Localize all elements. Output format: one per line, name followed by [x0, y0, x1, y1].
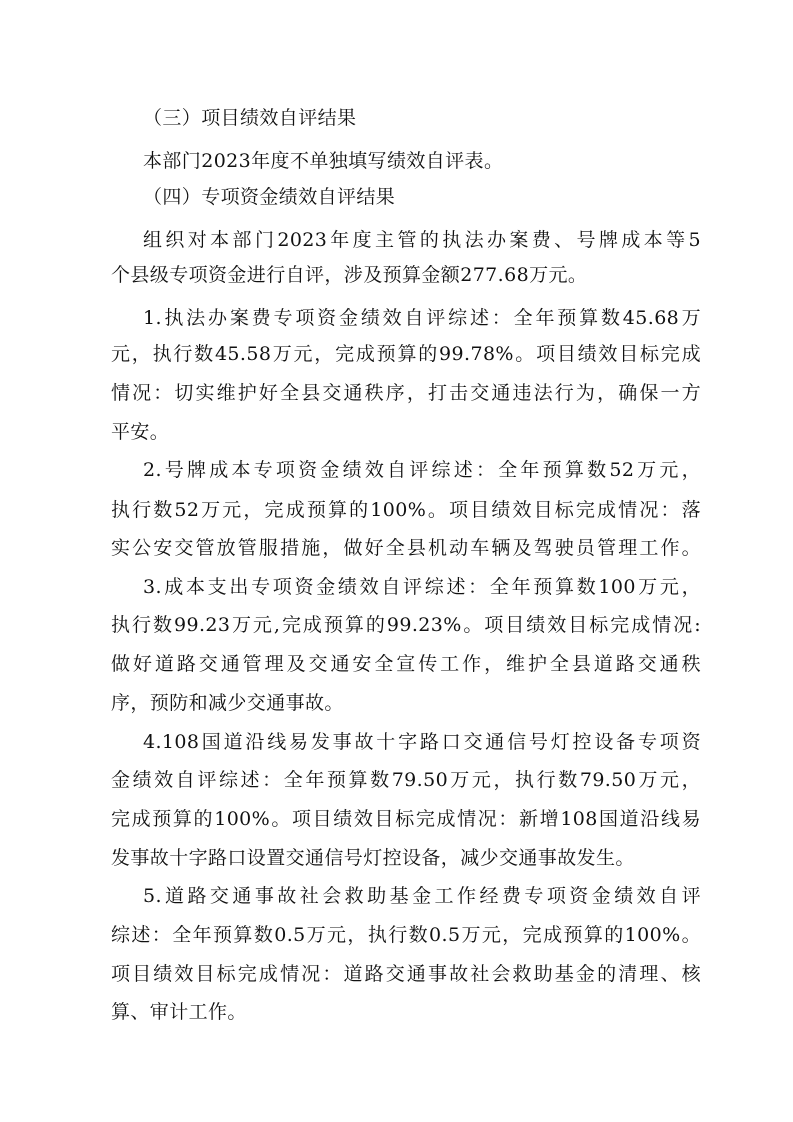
- item5-line-1: 5.道路交通事故社会救助基金工作经费专项资金绩效自评: [143, 885, 701, 907]
- item1-line-4: 平安。: [111, 421, 170, 443]
- item4-line-2: 金绩效自评综述：全年预算数79.50万元，执行数79.50万元，: [111, 769, 701, 791]
- item3-line-3: 做好道路交通管理及交通安全宣传工作，维护全县道路交通秩: [111, 653, 701, 675]
- item3-line-4: 序，预防和减少交通事故。: [111, 692, 344, 714]
- item2-line-3: 实公安交管放管服措施，做好全县机动车辆及驾驶员管理工作。: [111, 537, 701, 559]
- item5-line-2: 综述：全年预算数0.5万元，执行数0.5万元，完成预算的100%。: [111, 924, 701, 946]
- item1-line-1: 1.执法办案费专项资金绩效自评综述：全年预算数45.68万: [143, 307, 701, 329]
- item1-line-3: 情况：切实维护好全县交通秩序，打击交通违法行为，确保一方: [111, 382, 701, 404]
- item4-line-3: 完成预算的100%。项目绩效目标完成情况：新增108国道沿线易: [111, 808, 701, 830]
- section-heading-3: （三）项目绩效自评结果: [143, 107, 357, 129]
- item4-line-1: 4.108国道沿线易发事故十字路口交通信号灯控设备专项资: [143, 731, 701, 753]
- item5-line-4: 算、审计工作。: [111, 1001, 247, 1023]
- section-heading-4: （四）专项资金绩效自评结果: [143, 186, 396, 208]
- intro-line-1: 组织对本部门2023年度主管的执法办案费、号牌成本等5: [143, 229, 701, 251]
- item3-line-2: 执行数99.23万元,完成预算的99.23%。项目绩效目标完成情况:: [111, 614, 701, 636]
- item1-line-2: 元，执行数45.58万元，完成预算的99.78%。项目绩效目标完成: [111, 343, 701, 365]
- intro-line-2: 个县级专项资金进行自评，涉及预算金额277.68万元。: [111, 264, 588, 286]
- item4-line-4: 发事故十字路口设置交通信号灯控设备，减少交通事故发生。: [111, 847, 635, 869]
- item5-line-3: 项目绩效目标完成情况：道路交通事故社会救助基金的清理、核: [111, 963, 701, 985]
- item2-line-2: 执行数52万元，完成预算的100%。项目绩效目标完成情况：落: [111, 499, 701, 521]
- item2-line-1: 2.号牌成本专项资金绩效自评综述：全年预算数52万元，: [143, 459, 701, 481]
- item3-line-1: 3.成本支出专项资金绩效自评综述：全年预算数100万元，: [143, 576, 701, 598]
- section-3-text: 本部门2023年度不单独填写绩效自评表。: [143, 150, 504, 172]
